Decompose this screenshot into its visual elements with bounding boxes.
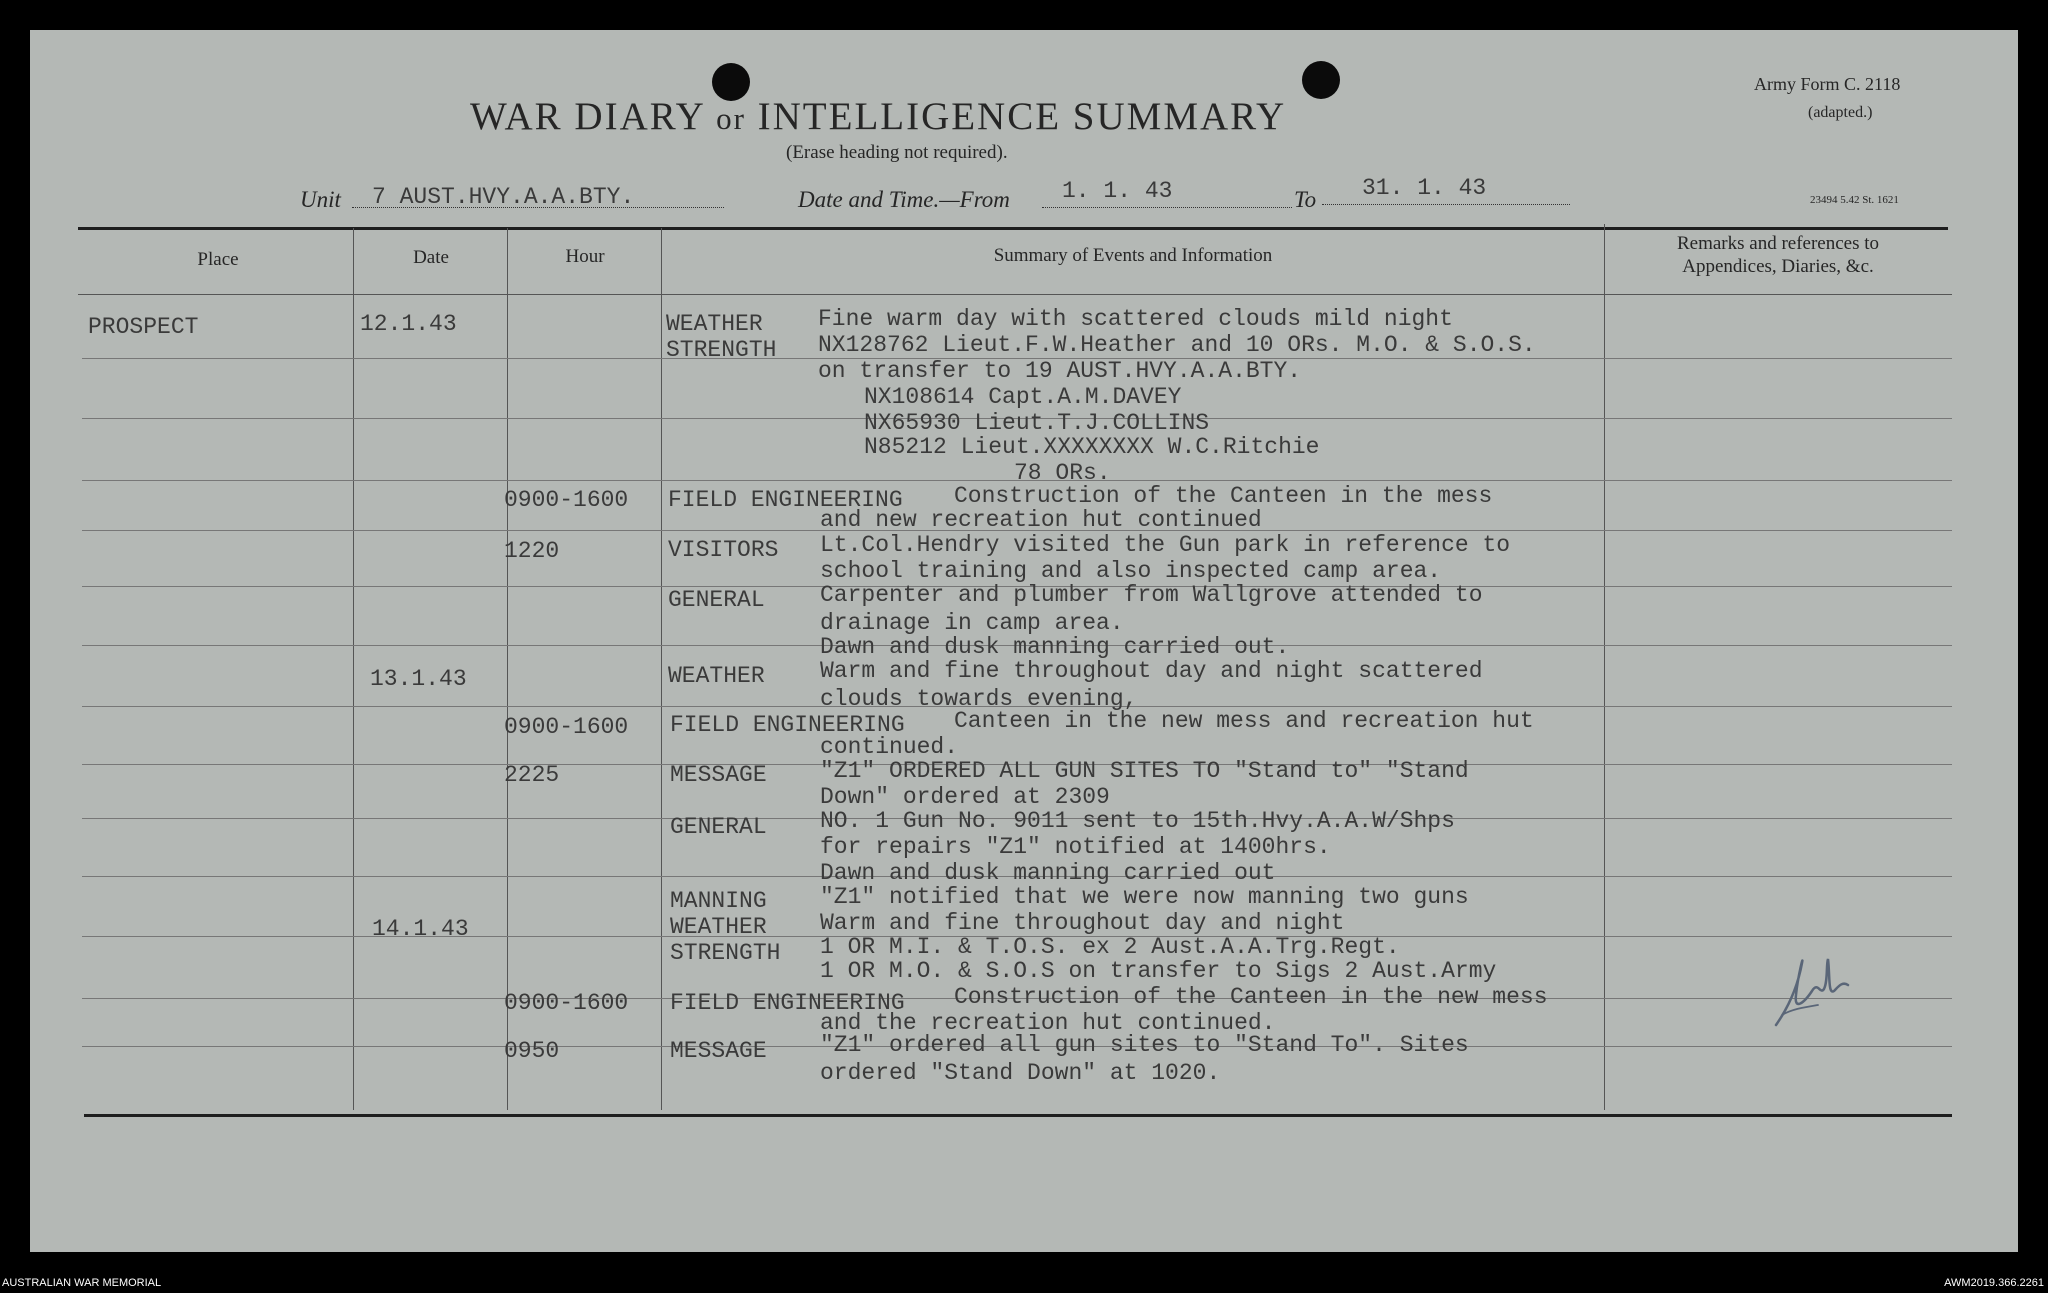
summary-line: "Z1" ordered all gun sites to "Stand To". Sites bbox=[820, 1032, 1469, 1058]
summary-line: school training and also inspected camp area. bbox=[820, 558, 1442, 584]
summary-line: 1 OR M.O. & S.O.S on transfer to Sigs 2 Aust.Army bbox=[820, 958, 1497, 984]
header-row-rule bbox=[78, 294, 1952, 295]
summary-line: Dawn and dusk manning carried out. bbox=[820, 634, 1290, 660]
hour-entry: 1220 bbox=[504, 538, 560, 564]
unit-label: Unit bbox=[300, 187, 341, 212]
summary-line: ordered "Stand Down" at 1020. bbox=[820, 1060, 1221, 1086]
summary-line: Dawn and dusk manning carried out bbox=[820, 860, 1276, 886]
table-bottom-rule bbox=[84, 1114, 1952, 1117]
entry-category: FIELD ENGINEERING bbox=[668, 487, 903, 513]
summary-line: and new recreation hut continued bbox=[820, 507, 1262, 533]
entry-category: GENERAL bbox=[668, 587, 765, 613]
summary-line: and the recreation hut continued. bbox=[820, 1010, 1276, 1036]
punch-hole-right bbox=[1302, 61, 1340, 99]
column-header-remarks-line-2: Appendices, Diaries, &c. bbox=[1682, 256, 1874, 277]
summary-line: clouds towards evening, bbox=[820, 686, 1138, 712]
army-form-adapted: (adapted.) bbox=[1808, 104, 1873, 121]
to-label: To bbox=[1294, 187, 1317, 212]
place-entry: PROSPECT bbox=[88, 314, 199, 340]
to-date: 31. 1. 43 bbox=[1362, 175, 1487, 201]
summary-line: "Z1" ORDERED ALL GUN SITES TO "Stand to" "Stand bbox=[820, 758, 1469, 784]
summary-line: 1 OR M.I. & T.O.S. ex 2 Aust.A.A.Trg.Regt. bbox=[820, 934, 1400, 960]
summary-line: NO. 1 Gun No. 9011 sent to 15th.Hvy.A.A.W/Shps bbox=[820, 808, 1455, 834]
date-entry: 14.1.43 bbox=[372, 916, 469, 942]
date-entry: 13.1.43 bbox=[370, 666, 467, 692]
summary-line: for repairs "Z1" notified at 1400hrs. bbox=[820, 834, 1331, 860]
entry-category: MESSAGE bbox=[670, 762, 767, 788]
summary-line: Construction of the Canteen in the new mess bbox=[954, 984, 1548, 1010]
from-dotted-line bbox=[1042, 207, 1292, 208]
column-header-place: Place bbox=[197, 249, 239, 270]
column-divider-summary bbox=[1604, 224, 1605, 1110]
entry-category: WEATHER bbox=[670, 914, 767, 940]
date-entry: 12.1.43 bbox=[360, 311, 457, 337]
summary-line: Down" ordered at 2309 bbox=[820, 784, 1110, 810]
entry-category: VISITORS bbox=[668, 537, 779, 563]
summary-line: on transfer to 19 AUST.HVY.A.A.BTY. bbox=[818, 358, 1302, 384]
hour-entry: 0900-1600 bbox=[504, 714, 629, 740]
entry-category: MESSAGE bbox=[670, 1038, 767, 1064]
column-header-remarks-line-1: Remarks and references to bbox=[1676, 233, 1880, 254]
print-reference: 23494 5.42 St. 1621 bbox=[1810, 194, 1899, 206]
entry-category: MANNING bbox=[670, 888, 767, 914]
from-date: 1. 1. 43 bbox=[1062, 178, 1173, 204]
summary-line: Construction of the Canteen in the mess bbox=[954, 483, 1493, 509]
summary-line: Lt.Col.Hendry visited the Gun park in reference to bbox=[820, 532, 1511, 558]
column-header-summary: Summary of Events and Information bbox=[993, 245, 1273, 266]
title-part-2: INTELLIGENCE SUMMARY bbox=[757, 95, 1287, 138]
summary-line: Fine warm day with scattered clouds mild night bbox=[818, 306, 1453, 332]
column-divider-place bbox=[353, 228, 354, 1110]
summary-line: continued. bbox=[820, 734, 959, 760]
archive-reference: AWM2019.366.2261 bbox=[1944, 1277, 2044, 1289]
hour-entry: 0900-1600 bbox=[504, 487, 629, 513]
summary-line: NX128762 Lieut.F.W.Heather and 10 ORs. M.O. & S.O.S. bbox=[818, 332, 1536, 358]
diary-subtitle: (Erase heading not required). bbox=[786, 142, 1008, 163]
diary-title bbox=[470, 94, 1286, 139]
handwritten-signature bbox=[1768, 945, 1858, 1035]
column-divider-hour bbox=[661, 228, 662, 1110]
column-header-hour: Hour bbox=[565, 246, 605, 267]
unit-value: 7 AUST.HVY.A.A.BTY. bbox=[372, 184, 635, 210]
army-form-number: Army Form C. 2118 bbox=[1754, 74, 1901, 94]
summary-line: Warm and fine throughout day and night scattered bbox=[820, 658, 1483, 684]
entry-category: STRENGTH bbox=[666, 337, 777, 363]
summary-line: 78 ORs. bbox=[1014, 460, 1111, 486]
title-part-1: WAR DIARY bbox=[470, 95, 705, 138]
summary-line: NX65930 Lieut.T.J.COLLINS bbox=[864, 410, 1210, 436]
entry-category: FIELD ENGINEERING bbox=[670, 990, 905, 1016]
hour-entry: 0900-1600 bbox=[504, 990, 629, 1016]
table-top-rule bbox=[78, 227, 1948, 230]
summary-line: Canteen in the new mess and recreation hut bbox=[954, 708, 1534, 734]
entry-category: FIELD ENGINEERING bbox=[670, 712, 905, 738]
entry-category: GENERAL bbox=[670, 814, 767, 840]
summary-line: drainage in camp area. bbox=[820, 610, 1124, 636]
entry-category: STRENGTH bbox=[670, 940, 781, 966]
summary-line: N85212 Lieut.XXXXXXXX W.C.Ritchie bbox=[864, 434, 1320, 460]
summary-line: NX108614 Capt.A.M.DAVEY bbox=[864, 384, 1182, 410]
entry-category: WEATHER bbox=[666, 311, 763, 337]
summary-line: Carpenter and plumber from Wallgrove attended to bbox=[820, 582, 1483, 608]
entry-category: WEATHER bbox=[668, 663, 765, 689]
summary-line: Warm and fine throughout day and night bbox=[820, 910, 1345, 936]
hour-entry: 0950 bbox=[504, 1038, 560, 1064]
archive-credit: AUSTRALIAN WAR MEMORIAL bbox=[2, 1277, 162, 1289]
column-header-date: Date bbox=[413, 247, 449, 268]
column-divider-date bbox=[507, 228, 508, 1110]
title-or: or bbox=[716, 101, 746, 136]
summary-line: "Z1" notified that we were now manning two guns bbox=[820, 884, 1469, 910]
to-dotted-line bbox=[1322, 204, 1570, 205]
hour-entry: 2225 bbox=[504, 762, 560, 788]
date-time-label: Date and Time.—From bbox=[798, 187, 1010, 212]
